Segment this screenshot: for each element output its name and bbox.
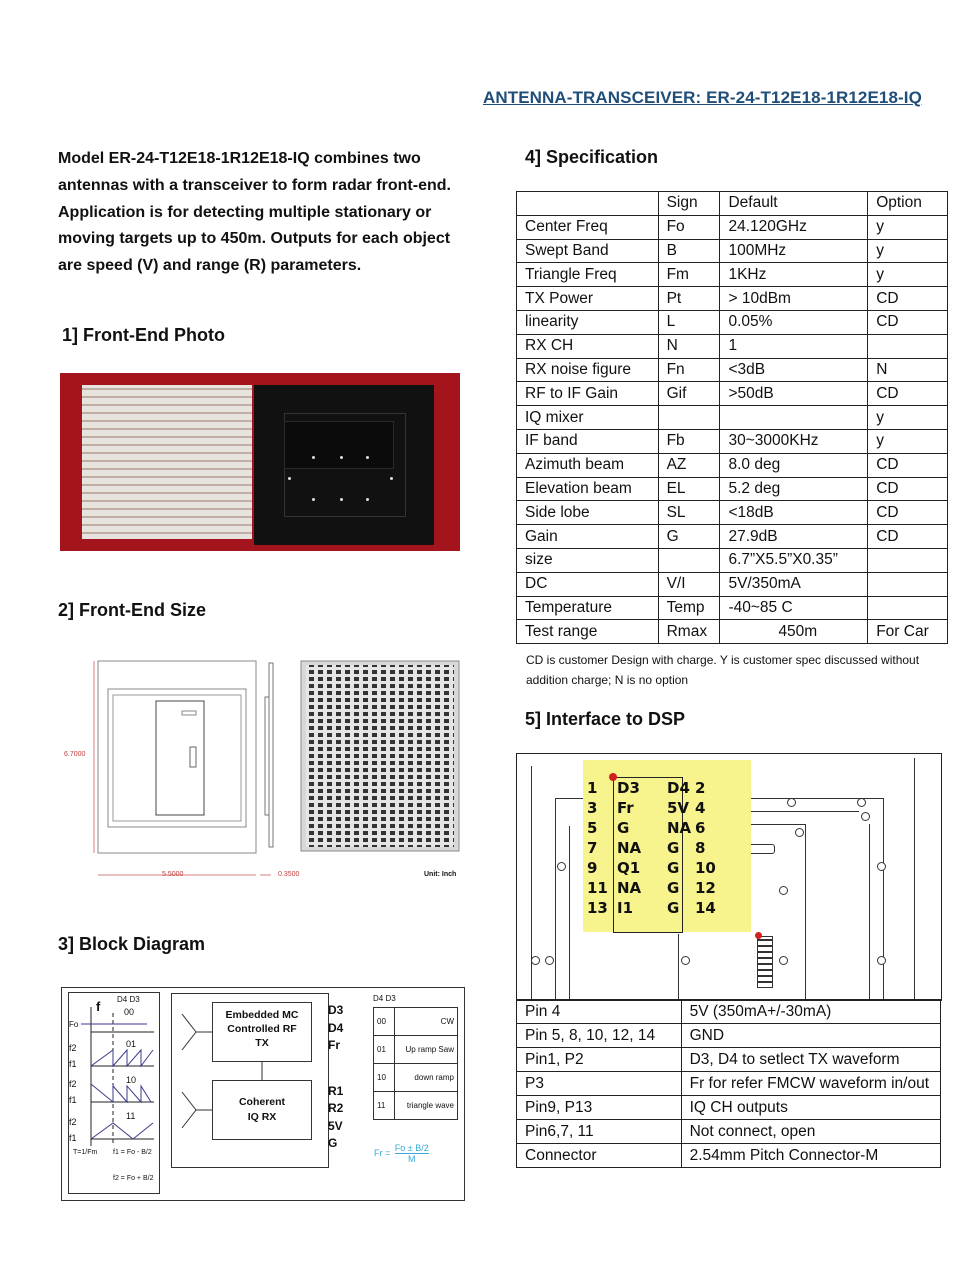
axis-f-label: f [96, 999, 101, 1014]
spec-note: CD is customer Design with charge. Y is customer spec discussed without addition charge; N is no option [526, 653, 920, 687]
pin-function: 2.54mm Pitch Connector-M [681, 1144, 940, 1168]
spec-option: y [868, 239, 948, 263]
f1-formula: f1 = Fo - B/2 [113, 1149, 152, 1156]
period-formula: T=1/Fm [73, 1149, 98, 1156]
block-diagram [61, 987, 465, 1201]
spec-option: y [868, 263, 948, 287]
rx-line1: Coherent [238, 1096, 286, 1108]
spec-row [517, 525, 948, 549]
pin-id: Pin 4 [517, 1000, 682, 1024]
spec-param: Temperature [517, 596, 659, 620]
pin-number: 11 [587, 879, 608, 897]
spec-default: 27.9dB [720, 525, 868, 549]
spec-param: linearity [517, 310, 659, 334]
pin-row [517, 1072, 941, 1096]
spec-default: 6.7”X5.5”X0.35” [720, 548, 868, 572]
f1-label: f1 [69, 1133, 77, 1143]
f2-formula: f2 = Fo + B/2 [113, 1175, 154, 1182]
mode-code: 10 [374, 1064, 395, 1092]
spec-param: Side lobe [517, 501, 659, 525]
header-option: Option [868, 192, 948, 216]
spec-sign: Fb [658, 429, 720, 453]
pin-id: P3 [517, 1072, 682, 1096]
fr-formula: Fr = $\frac{Fo \pm B/2}{M}$ [374, 1143, 429, 1164]
pin-number: 5 [587, 819, 598, 837]
front-end-photo [60, 373, 460, 551]
pin-signal: D3 [617, 779, 640, 797]
intro-paragraph: Model ER-24-T12E18-1R12E18-IQ combines two antennas with a transceiver to form radar front-end. Application is for detecting multiple stationary or moving targets up to 450m. Outputs for each object are speed (V) and range (R) parameters. [58, 150, 451, 275]
spec-row [517, 572, 948, 596]
spec-row [517, 215, 948, 239]
spec-default: 450m [720, 620, 868, 644]
pin-function: GND [681, 1024, 940, 1048]
mode-name: Up ramp Saw [395, 1036, 458, 1064]
spec-option: For Car [868, 620, 948, 644]
pin-number: 9 [587, 859, 598, 877]
f1-label: f1 [69, 1095, 77, 1105]
pin-number: 6 [695, 819, 706, 837]
spec-default: 30~3000KHz [720, 429, 868, 453]
spec-sign [658, 406, 720, 430]
spec-param: Swept Band [517, 239, 659, 263]
spec-option [868, 572, 948, 596]
spec-param: RX noise figure [517, 358, 659, 382]
mode-row [374, 1064, 458, 1092]
pin-id: Pin 5, 8, 10, 12, 14 [517, 1024, 682, 1048]
waveform-header: D4 D3 [117, 995, 140, 1004]
pin-row [517, 1024, 941, 1048]
rx-line2: IQ RX [247, 1111, 277, 1123]
spec-default: 8.0 deg [720, 453, 868, 477]
tx-line3: TX [255, 1037, 269, 1049]
antenna-array-board [82, 385, 252, 539]
spec-param: RX CH [517, 334, 659, 358]
pin1-marker-icon [609, 773, 617, 781]
spec-param: Gain [517, 525, 659, 549]
spec-sign: Fo [658, 215, 720, 239]
pin-row [517, 1120, 941, 1144]
mode-code: 00 [374, 1008, 395, 1036]
port-r1: R1 [328, 1083, 344, 1098]
spec-option: N [868, 358, 948, 382]
pin-row [517, 1144, 941, 1168]
pin-signal: Q1 [617, 859, 641, 877]
connector-pinout-diagram [516, 753, 942, 1001]
spec-param: RF to IF Gain [517, 382, 659, 406]
spec-sign: EL [658, 477, 720, 501]
unit-label: Unit: Inch [424, 871, 457, 878]
spec-default: <18dB [720, 501, 868, 525]
spec-default [720, 406, 868, 430]
spec-param: Center Freq [517, 215, 659, 239]
section-heading-size: 2] Front-End Size [58, 600, 206, 620]
spec-default: -40~85 C [720, 596, 868, 620]
pin-signal: NA [667, 819, 692, 837]
spec-option: y [868, 215, 948, 239]
section-heading-interface: 5] Interface to DSP [525, 709, 686, 729]
pin-row [517, 1000, 941, 1024]
spec-option: CD [868, 477, 948, 501]
mode-code: 01 [374, 1036, 395, 1064]
spec-default: 0.05% [720, 310, 868, 334]
spec-sign: AZ [658, 453, 720, 477]
spec-row [517, 358, 948, 382]
spec-option: CD [868, 453, 948, 477]
spec-default: 5.2 deg [720, 477, 868, 501]
pin-function: 5V (350mA+/-30mA) [681, 1000, 940, 1024]
pin-signal: G [667, 899, 680, 917]
pin-id: Pin1, P2 [517, 1048, 682, 1072]
spec-default: >50dB [720, 382, 868, 406]
pin-id: Pin6,7, 11 [517, 1120, 682, 1144]
spec-sign: Fm [658, 263, 720, 287]
section-heading-spec: 4] Specification [525, 147, 659, 167]
tx-line1: Embedded MC [225, 1009, 299, 1021]
spec-row [517, 620, 948, 644]
spec-option: CD [868, 310, 948, 334]
spec-default: <3dB [720, 358, 868, 382]
pin-signal: D4 [667, 779, 690, 797]
spec-option: CD [868, 525, 948, 549]
tx-line2: Controlled RF [227, 1023, 297, 1035]
transceiver-module [171, 993, 329, 1168]
width-dimension: 5.5000 [162, 871, 184, 878]
header-connector-icon [757, 936, 773, 988]
spec-param: Test range [517, 620, 659, 644]
pin-signal: G [667, 839, 680, 857]
pin-row [517, 1048, 941, 1072]
spec-sign: Rmax [658, 620, 720, 644]
spec-option: y [868, 406, 948, 430]
code-00: 00 [124, 1007, 135, 1017]
spec-row [517, 239, 948, 263]
spec-default: 1 [720, 334, 868, 358]
spec-param: IQ mixer [517, 406, 659, 430]
pin-signal: G [667, 859, 680, 877]
spec-row [517, 429, 948, 453]
code-01: 01 [126, 1039, 137, 1049]
pin-number: 7 [587, 839, 598, 857]
spec-sign: L [658, 310, 720, 334]
pin-id: Connector [517, 1144, 682, 1168]
port-g: G [328, 1136, 338, 1150]
spec-param: Triangle Freq [517, 263, 659, 287]
pin-number: 14 [695, 899, 716, 917]
pin-signal: NA [617, 879, 642, 897]
f2-label: f2 [69, 1117, 77, 1127]
spec-row [517, 596, 948, 620]
mode-row [374, 1036, 458, 1064]
spec-option: CD [868, 501, 948, 525]
spec-param: DC [517, 572, 659, 596]
f1-label: f1 [69, 1059, 77, 1069]
antenna-symbols [172, 994, 328, 1167]
pin-number: 13 [587, 899, 608, 917]
spec-row [517, 406, 948, 430]
spec-sign: N [658, 334, 720, 358]
mode-name: down ramp [395, 1064, 458, 1092]
pin-signal: I1 [617, 899, 634, 917]
pin1-marker-icon [755, 932, 762, 939]
dimension-drawing [64, 655, 464, 887]
front-end-size-drawing [64, 655, 464, 887]
pin-function: IQ CH outputs [681, 1096, 940, 1120]
section-heading-block: 3] Block Diagram [58, 934, 206, 954]
spec-table [516, 191, 948, 644]
code-10: 10 [126, 1075, 137, 1085]
spec-default: 24.120GHz [720, 215, 868, 239]
pin-number: 2 [695, 779, 706, 797]
spec-option [868, 334, 948, 358]
section-heading-photo: 1] Front-End Photo [62, 325, 225, 345]
port-r2: R2 [328, 1101, 344, 1115]
spec-param: Elevation beam [517, 477, 659, 501]
spec-default: > 10dBm [720, 287, 868, 311]
waveform-plots [69, 993, 159, 1193]
spec-default: 5V/350mA [720, 572, 868, 596]
pin-number: 8 [695, 839, 706, 857]
height-dimension: 6.7000 [64, 751, 86, 758]
port-fr: Fr [328, 1038, 340, 1052]
mode-code: 11 [374, 1092, 395, 1120]
mode-table-header: D4 D3 [373, 994, 396, 1003]
spec-param: Azimuth beam [517, 453, 659, 477]
pin-number: 10 [695, 859, 716, 877]
spec-param: TX Power [517, 287, 659, 311]
spec-row [517, 382, 948, 406]
spec-option [868, 596, 948, 620]
spec-sign: G [658, 525, 720, 549]
port-5v: 5V [328, 1118, 343, 1133]
pin-number: 4 [695, 799, 706, 817]
spec-sign: SL [658, 501, 720, 525]
spec-sign: Temp [658, 596, 720, 620]
spec-param: IF band [517, 429, 659, 453]
spec-row [517, 501, 948, 525]
transceiver-backplate [254, 385, 434, 545]
fo-label: Fo [69, 1020, 79, 1029]
port-d3: D3 [328, 1003, 344, 1017]
spec-sign: Gif [658, 382, 720, 406]
spec-sign [658, 548, 720, 572]
spec-default: 1KHz [720, 263, 868, 287]
spec-default: 100MHz [720, 239, 868, 263]
header-sign: Sign [658, 192, 720, 216]
spec-option: CD [868, 287, 948, 311]
mode-name: CW [395, 1008, 458, 1036]
pin-signal: G [617, 819, 630, 837]
spec-option: y [868, 429, 948, 453]
spec-row [517, 263, 948, 287]
mode-row [374, 1092, 458, 1120]
spec-row [517, 334, 948, 358]
spec-option [868, 548, 948, 572]
pin-signal: NA [617, 839, 642, 857]
mode-row [374, 1008, 458, 1036]
f2-label: f2 [69, 1079, 77, 1089]
pin-function: Fr for refer FMCW waveform in/out [681, 1072, 940, 1096]
port-labels [328, 1002, 343, 1153]
pin-signal: G [667, 879, 680, 897]
spec-param: size [517, 548, 659, 572]
spec-row [517, 453, 948, 477]
spec-table-header [517, 192, 948, 216]
spec-sign: V/I [658, 572, 720, 596]
spec-sign: Pt [658, 287, 720, 311]
f2-label: f2 [69, 1043, 77, 1053]
spec-sign: B [658, 239, 720, 263]
pin-table [516, 999, 941, 1168]
spec-row [517, 287, 948, 311]
code-11: 11 [126, 1111, 136, 1121]
mode-table [373, 1007, 458, 1120]
header-default: Default [720, 192, 868, 216]
mode-name: triangle wave [395, 1092, 458, 1120]
spec-option: CD [868, 382, 948, 406]
pin-signal: Fr [617, 799, 634, 817]
pin-row [517, 1096, 941, 1120]
document-title: ANTENNA-TRANSCEIVER: ER-24-T12E18-1R12E18-IQ [483, 88, 922, 107]
pin-function: Not connect, open [681, 1120, 940, 1144]
spec-row [517, 310, 948, 334]
pin-signal: 5V [667, 799, 690, 817]
pin-number: 1 [587, 779, 598, 797]
spec-sign: Fn [658, 358, 720, 382]
pin-function: D3, D4 to setlect TX waveform [681, 1048, 940, 1072]
port-d4: D4 [328, 1020, 344, 1035]
depth-dimension: 0.3500 [278, 871, 300, 878]
waveform-panel [68, 992, 160, 1194]
pin-number: 12 [695, 879, 716, 897]
pin-id: Pin9, P13 [517, 1096, 682, 1120]
spec-row [517, 477, 948, 501]
pin-number: 3 [587, 799, 598, 817]
spec-row [517, 548, 948, 572]
